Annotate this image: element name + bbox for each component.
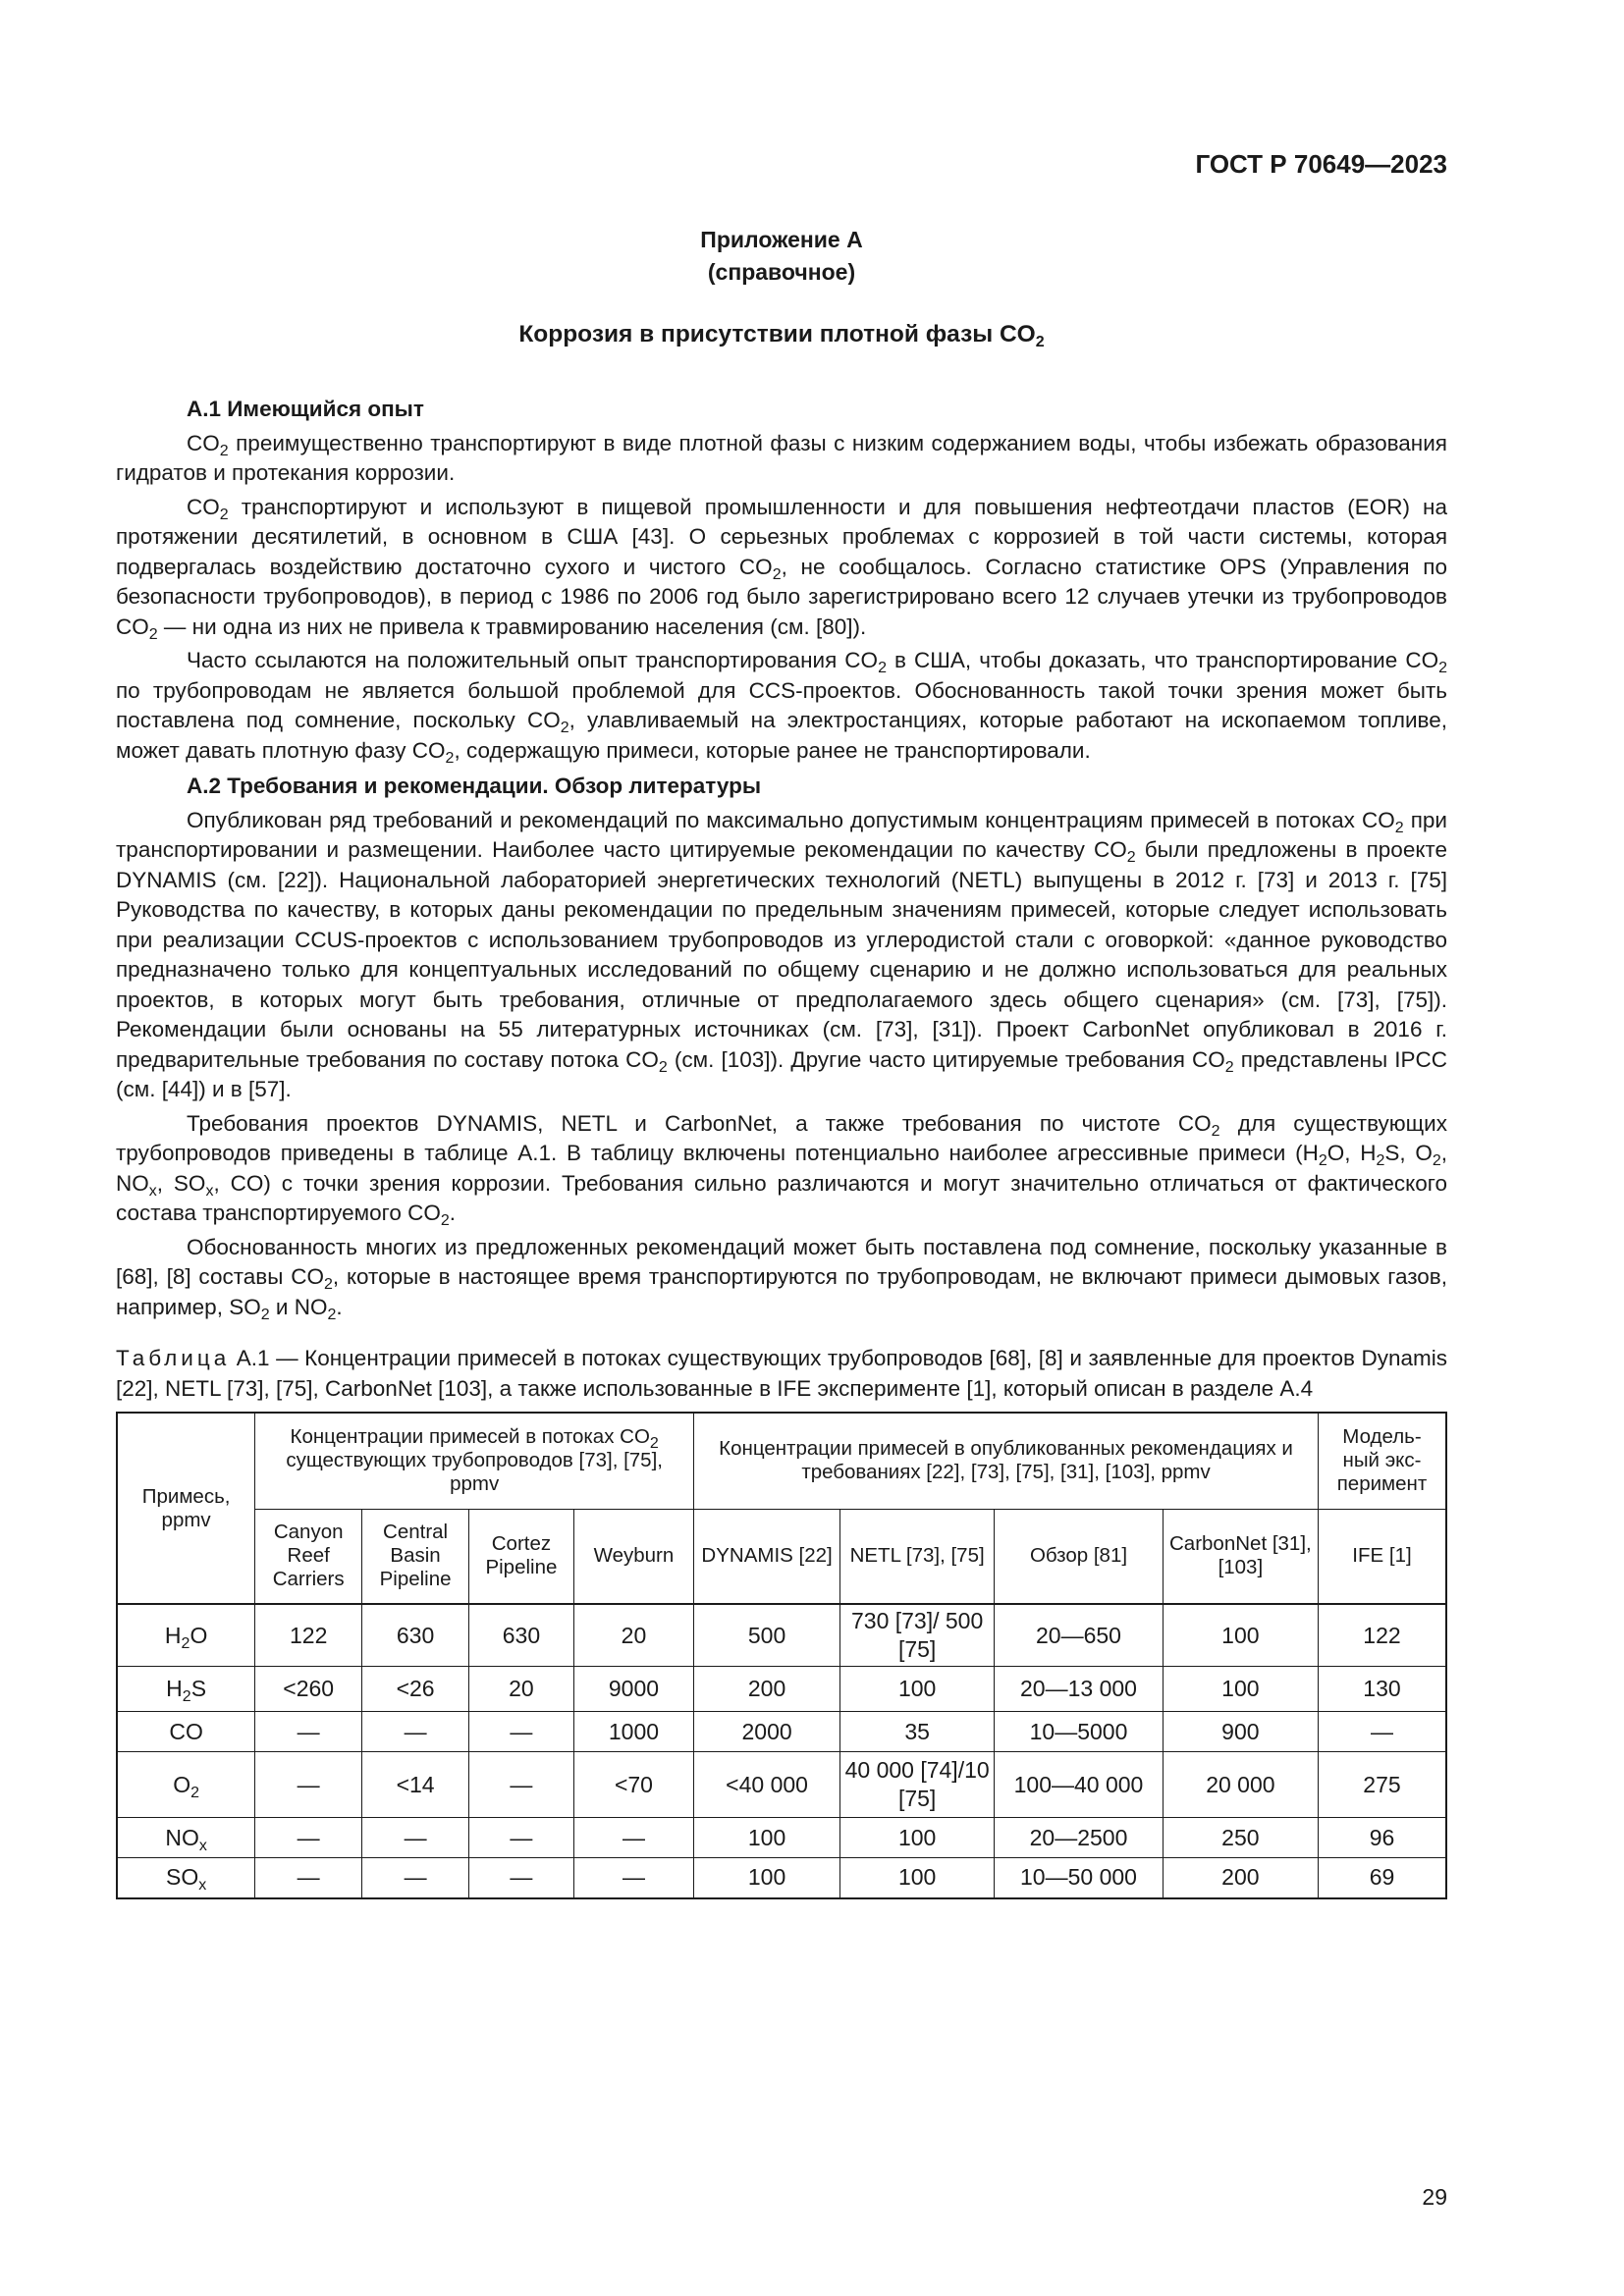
table-cell: 96 (1318, 1818, 1446, 1858)
table-cell: 630 (469, 1604, 574, 1667)
table-cell: — (255, 1818, 362, 1858)
table-cell: — (469, 1818, 574, 1858)
paragraph: Обоснованность многих из предложенных рекомендаций может быть поставлена под сомнение, поскольку указанные в [68], [8] составы $CO_2$, которые в настоящее время транспортируются по трубопроводам, не включают примеси дымовых газов, например, $SO_2$ и $NO_2$. (116, 1234, 1447, 1323)
column-header: Central Basin Pipeline (362, 1509, 469, 1604)
column-header: Обзор [81] (995, 1509, 1164, 1604)
paragraph: Часто ссылаются на положительный опыт транспортирования $CO_2$ в США, чтобы доказать, что транспортирование $CO_2$ по трубопроводам не является большой проблемой для CCS-проектов. Обоснованность такой точки зрения может быть поставлена под сомнение, поскольку $CO_2$, улавливаемый на электростанциях, которые работают на ископаемом топливе, может давать плотную фазу $CO_2$, содержащую примеси, которые ранее не транспортировали. (116, 648, 1447, 767)
annex-label: Приложение А (700, 227, 863, 252)
page-number: 29 (1422, 2184, 1447, 2210)
table-cell: 20 (573, 1604, 693, 1667)
subscript: 2 (1211, 1122, 1220, 1140)
header-group-published: Концентрации примесей в опубликованных рекомендациях и требованиях [22], [73], [75], [31], [103], ppmv (694, 1413, 1319, 1509)
table-cell: 900 (1163, 1712, 1318, 1752)
column-header: Canyon Reef Carriers (255, 1509, 362, 1604)
table-cell: 275 (1318, 1752, 1446, 1818)
subscript: 2 (1376, 1152, 1385, 1169)
subscript: 2 (772, 565, 782, 583)
table-cell: 69 (1318, 1858, 1446, 1898)
table-cell: 100 (1163, 1667, 1318, 1712)
table-cell: 250 (1163, 1818, 1318, 1858)
table-cell: 730 [73]/ 500 [75] (840, 1604, 995, 1667)
table-cell: — (255, 1858, 362, 1898)
body-text (116, 395, 1447, 1899)
subscript: 2 (323, 1276, 333, 1293)
section-a1-title: А.1 Имеющийся опыт (187, 397, 424, 421)
subscript: 2 (1438, 660, 1447, 676)
header-group-model: Модель-ный экс-перимент (1318, 1413, 1446, 1509)
table-cell: 100 (1163, 1604, 1318, 1667)
subscript: 2 (1224, 1058, 1234, 1076)
subscript: 2 (1394, 819, 1404, 836)
table-caption-label: Таблица (116, 1346, 231, 1370)
table-cell: — (469, 1752, 574, 1818)
table-cell: 100 (840, 1667, 995, 1712)
column-header: IFE [1] (1318, 1509, 1446, 1604)
annex-heading-text: Коррозия в присутствии плотной фазы CO (518, 321, 1036, 347)
impurity-name: $H_2O$ (117, 1604, 255, 1667)
table-cell: 100 (840, 1818, 995, 1858)
paragraph: $CO_2$ транспортируют и используют в пищевой промышленности и для повышения нефтеотдачи пластов (EOR) на протяжении десятилетий, в основном в США [43]. О серьезных проблемах с коррозией в той части системы, которая подвергалась воздействию достаточно сухого и чистого $CO_2$, не сообщалось. Согласно статистике OPS (Управления по безопасности трубопроводов), в период с 1986 по 2006 год было зарегистрировано всего 12 случаев утечки из трубопроводов $CO_2$ — ни одна из них не привела к травмированию населения (см. [80]). (116, 494, 1447, 643)
subscript: x (205, 1182, 214, 1200)
subscript: 2 (878, 660, 887, 676)
table-cell: 100 (840, 1858, 995, 1898)
table-caption (116, 1344, 1447, 1404)
table-row (117, 1667, 1446, 1712)
table-cell: — (469, 1858, 574, 1898)
subscript: 2 (219, 442, 229, 459)
table-cell: 20—13 000 (995, 1667, 1164, 1712)
table-cell: 40 000 [74]/10 [75] (840, 1752, 995, 1818)
table-cell: 130 (1318, 1667, 1446, 1712)
table-cell: 200 (694, 1667, 840, 1712)
subscript: x (198, 1877, 207, 1895)
annex-heading (116, 320, 1447, 350)
table-row (117, 1818, 1446, 1858)
subscript: 2 (219, 506, 229, 523)
table-cell: — (362, 1818, 469, 1858)
subscript: 2 (181, 1634, 190, 1652)
table-cell: 200 (1163, 1858, 1318, 1898)
subscript: 2 (649, 1435, 659, 1453)
table-cell: <40 000 (694, 1752, 840, 1818)
annex-title (116, 224, 1447, 289)
table-caption-text: А.1 — Концентрации примесей в потоках существующих трубопроводов [68], [8] и заявленные для проектов Dynamis [22], NETL [73], [75], CarbonNet [103], а также использованные в IFE эксперименте [1], который описан в разделе А.4 (116, 1346, 1447, 1401)
paragraph: Требования проектов DYNAMIS, NETL и CarbonNet, а также требования по чистоте $CO_2$ для существующих трубопроводов приведены в таблице А.1. В таблицу включены потенциально наиболее агрессивные примеси ($H_2O$, $H_2S$, $O_2$, $NO_x$, $SO_x$, CO) с точки зрения коррозии. Требования сильно различаются и могут значительно отличаться от фактического состава транспортируемого $CO_2$. (116, 1110, 1447, 1229)
paragraph: $CO_2$ преимущественно транспортируют в виде плотной фазы с низким содержанием воды, чтобы избежать образования гидратов и протекания коррозии. (116, 430, 1447, 485)
table-cell: 20 (469, 1667, 574, 1712)
section-a2-title: А.2 Требования и рекомендации. Обзор литературы (187, 774, 762, 798)
table-cell: — (255, 1712, 362, 1752)
subscript: 2 (148, 625, 158, 643)
subscript: 2 (1318, 1152, 1327, 1169)
table-cell: 20—2500 (995, 1818, 1164, 1858)
table-body (117, 1604, 1446, 1898)
column-header: DYNAMIS [22] (694, 1509, 840, 1604)
header-group-existing: Концентрации примесей в потоках $CO_2$ существующих трубопроводов [73], [75], ppmv (255, 1413, 694, 1509)
impurity-name: $SO_x$ (117, 1858, 255, 1898)
table-cell: 2000 (694, 1712, 840, 1752)
annex-heading-subscript: 2 (1035, 334, 1045, 350)
annex-type: (справочное) (707, 259, 856, 285)
table-cell: 100—40 000 (995, 1752, 1164, 1818)
table-cell: 20 000 (1163, 1752, 1318, 1818)
subscript: 2 (1126, 849, 1136, 866)
column-header: Cortez Pipeline (469, 1509, 574, 1604)
table-cell: 122 (255, 1604, 362, 1667)
table-cell: — (469, 1712, 574, 1752)
subscript: x (198, 1837, 207, 1854)
table-cell: — (362, 1858, 469, 1898)
table-cell: 9000 (573, 1667, 693, 1712)
impurity-name: $NO_x$ (117, 1818, 255, 1858)
table-cell: — (362, 1712, 469, 1752)
subscript: 2 (327, 1306, 337, 1323)
subscript: 2 (190, 1784, 200, 1801)
table-cell: 100 (694, 1858, 840, 1898)
table-cell: 630 (362, 1604, 469, 1667)
table-row (117, 1858, 1446, 1898)
subscript: 2 (440, 1212, 450, 1229)
table-cell: 100 (694, 1818, 840, 1858)
table-cell: 10—50 000 (995, 1858, 1164, 1898)
subscript: 2 (182, 1688, 191, 1705)
impurity-name: $O_2$ (117, 1752, 255, 1818)
document-code: ГОСТ Р 70649—2023 (1195, 149, 1447, 179)
table-cell: 20—650 (995, 1604, 1164, 1667)
impurity-name: $H_2S$ (117, 1667, 255, 1712)
subscript: 2 (560, 720, 569, 736)
table-cell: 500 (694, 1604, 840, 1667)
table-row (117, 1604, 1446, 1667)
table-cell: 35 (840, 1712, 995, 1752)
subscript: 2 (658, 1058, 668, 1076)
table-cell: <14 (362, 1752, 469, 1818)
table-cell: <26 (362, 1667, 469, 1712)
table-cell: 1000 (573, 1712, 693, 1752)
column-header: NETL [73], [75] (840, 1509, 995, 1604)
table-cell: — (573, 1858, 693, 1898)
subscript: x (148, 1182, 157, 1200)
subscript: 2 (260, 1306, 270, 1323)
table-cell: — (573, 1818, 693, 1858)
subscript: 2 (1432, 1152, 1441, 1169)
table-cell: <260 (255, 1667, 362, 1712)
impurities-table (116, 1412, 1447, 1899)
table-cell: — (1318, 1712, 1446, 1752)
column-header: CarbonNet [31], [103] (1163, 1509, 1318, 1604)
subscript: 2 (445, 749, 455, 767)
table-cell: <70 (573, 1752, 693, 1818)
table-row (117, 1712, 1446, 1752)
paragraph: Опубликован ряд требований и рекомендаций по максимально допустимым концентрациям примесей в потоках $CO_2$ при транспортировании и размещении. Наиболее часто цитируемые рекомендации по качеству $CO_2$ были предложены в проекте DYNAMIS (см. [22]). Национальной лабораторией энергетических технологий (NETL) выпущены в 2012 г. [73] и 2013 г. [75] Руководства по качеству, в которых даны рекомендации по предельным значениям примесей, которые следует использовать при реализации CCUS-проектов с использованием трубопроводов из углеродистой стали с оговоркой: «данное руководство предназначено только для концептуальных исследований по общему сценарию и не должно использоваться для реальных проектов, в которых могут быть требования, отличные от предполагаемого здесь общего сценария» (см. [73], [75]). Рекомендации были основаны на 55 литературных источниках (см. [73], [31]). Проект CarbonNet опубликовал в 2016 г. предварительные требования по составу потока $CO_2$ (см. [103]). Другие часто цитируемые требования $CO_2$ представлены IPCC (см. [44]) и в [57]. (116, 807, 1448, 1101)
header-impurity: Примесь, ppmv (117, 1413, 255, 1604)
table-cell: 122 (1318, 1604, 1446, 1667)
column-header: Weyburn (573, 1509, 693, 1604)
impurity-name: CO (117, 1712, 255, 1752)
table-cell: 10—5000 (995, 1712, 1164, 1752)
table-cell: — (255, 1752, 362, 1818)
table-row (117, 1752, 1446, 1818)
